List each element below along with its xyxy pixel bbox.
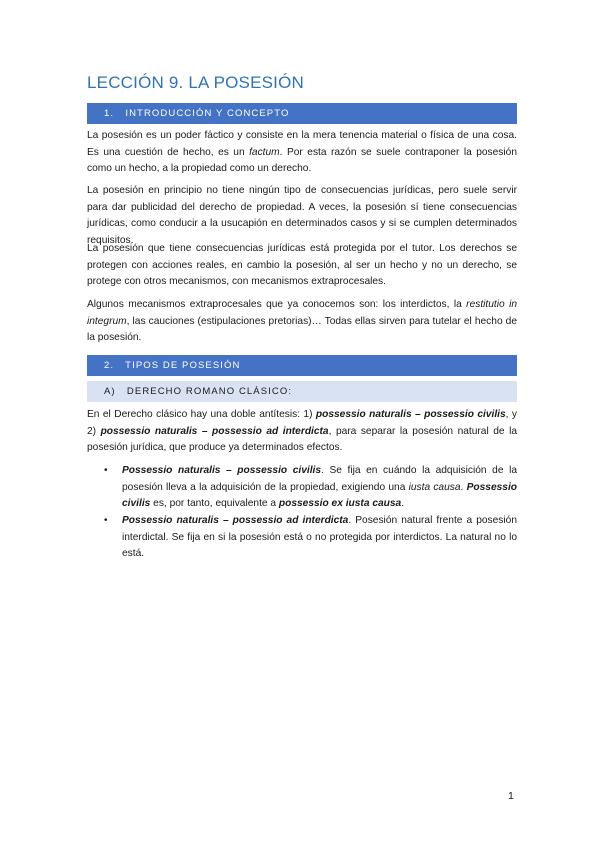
paragraph-classic: En el Derecho clásico hay una doble antítesis: 1) possessio naturalis – possessio civilis, y 2) possessio naturalis – possessio ad interdicta, para separar la posesión natural de la posesión jurídica, que produce ya determinados efectos.: [87, 409, 517, 453]
subsection-heading-classic: [87, 381, 517, 402]
list-item: Possessio naturalis – possessio civilis. Se fija en cuándo la adquisición de la posesión lleva a la adquisición de la propiedad, exigiendo una iusta causa. Possessio civilis es, por tanto, equivalente a possessio ex iusta causa.: [122, 465, 518, 509]
page-number: 1: [508, 790, 514, 802]
paragraph-intro-2: La posesión en principio no tiene ningún tipo de consecuencias jurídicas, pero suele servir para dar publicidad del derecho de propiedad. A veces, la posesión sí tiene consecuencias jurídicas, como conducir a la usucapión en determinados casos y si se cumplen determinados requisitos.: [87, 185, 517, 246]
bullet-icon: •: [104, 515, 108, 526]
section-number: 1.: [104, 108, 115, 119]
page-title: LECCIÓN 9. LA POSESIÓN: [87, 73, 304, 92]
term-restitutio: restitutio in integrum: [87, 299, 517, 327]
paragraph-intro-3: La posesión que tiene consecuencias jurídicas está protegida por el tutor. Los derechos se protegen con acciones reales, en cambio la posesión, al ser un hecho y no un derecho, se protege con otros mecanismos, con mecanismos extraprocesales.: [87, 243, 517, 287]
paragraph-intro-1: La posesión es un poder fáctico y consiste en la mera tenencia material o física de una cosa. Es una cuestión de hecho, es un factum. Por esta razón se suele contraponer la posesión como un hecho, a la propiedad como un derecho.: [87, 130, 517, 174]
term-factum: factum: [249, 146, 280, 158]
list-item: Possessio naturalis – possessio ad interdicta. Posesión natural frente a posesión interdictal. Se fija en si la posesión está o no protegida por interdictos. La natural no lo está.: [122, 515, 517, 559]
section-heading-text: TIPOS DE POSESIÓN: [125, 360, 241, 371]
section-heading-types: [87, 355, 517, 376]
subsection-letter: A): [104, 386, 116, 397]
section-number: 2.: [104, 360, 115, 371]
subsection-heading-text: DERECHO ROMANO CLÁSICO:: [126, 386, 293, 397]
section-heading-text: INTRODUCCIÓN Y CONCEPTO: [125, 108, 290, 119]
paragraph-intro-4: Algunos mecanismos extraprocesales que ya conocemos son: los interdictos, la restitutio in integrum, las cauciones (estipulaciones pretorias)… Todas ellas sirven para tutelar el hecho de la posesión.: [87, 299, 517, 343]
section-heading-intro: [87, 103, 517, 124]
bullet-icon: •: [104, 465, 108, 476]
